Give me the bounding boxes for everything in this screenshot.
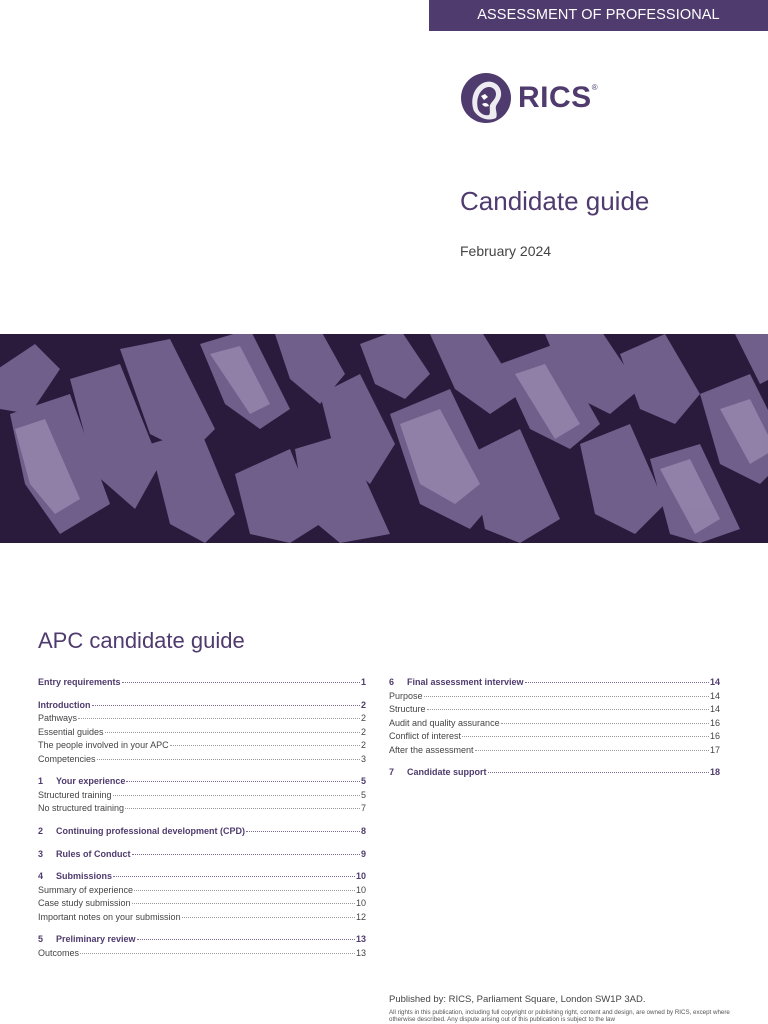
toc-subsection-entry[interactable] xyxy=(389,690,720,704)
toc-entry-label: Entry requirements xyxy=(38,677,121,687)
toc-page-number: 10 xyxy=(355,898,366,909)
toc-entry-label: Introduction xyxy=(38,699,91,710)
toc-heading: APC candidate guide xyxy=(38,628,245,653)
toc-subsection-entry[interactable] xyxy=(38,739,366,753)
toc-page-number: 2 xyxy=(360,740,366,751)
toc-entry-label: Outcomes xyxy=(38,947,80,958)
toc-subsection-entry[interactable] xyxy=(389,730,720,744)
rics-logo xyxy=(460,71,598,125)
toc-entry-label: Rules of Conduct xyxy=(56,848,131,859)
toc-dot-leader xyxy=(132,854,360,855)
toc-entry-label: After the assessment xyxy=(389,744,474,755)
toc-page-number: 1 xyxy=(360,677,366,687)
toc-subsection-entry[interactable] xyxy=(38,897,366,911)
toc-entry-label: Conflict of interest xyxy=(389,731,462,742)
toc-subsection-entry[interactable] xyxy=(38,753,366,767)
toc-entry-label: Preliminary review xyxy=(56,934,136,945)
lion-emblem-icon xyxy=(460,71,512,125)
toc-section-entry[interactable] xyxy=(38,848,366,862)
toc-page-number: 14 xyxy=(709,677,720,687)
toc-page-number: 8 xyxy=(360,826,366,837)
toc-section-number: 6 xyxy=(389,677,395,687)
toc-section-entry[interactable] xyxy=(38,699,366,713)
toc-entry-label: Essential guides xyxy=(38,726,104,737)
toc-page-number: 17 xyxy=(709,744,720,755)
toc-dot-leader xyxy=(113,876,355,877)
toc-subsection-entry[interactable] xyxy=(389,744,720,758)
toc-section-number: 7 xyxy=(389,767,395,778)
toc-section-number: 3 xyxy=(38,848,44,859)
toc-entry-label: Competencies xyxy=(38,753,96,764)
toc-subsection-entry[interactable] xyxy=(38,884,366,898)
toc-dot-leader xyxy=(170,745,360,746)
toc-spacer xyxy=(389,757,720,766)
toc-section-entry[interactable] xyxy=(38,870,366,884)
toc-spacer xyxy=(38,690,366,699)
toc-dot-leader xyxy=(113,795,360,796)
toc-dot-leader xyxy=(105,732,360,733)
toc-page-number: 2 xyxy=(360,699,366,710)
toc-dot-leader xyxy=(182,917,355,918)
toc-subsection-entry[interactable] xyxy=(389,717,720,731)
toc-page-number: 14 xyxy=(709,704,720,715)
toc-dot-leader xyxy=(78,718,360,719)
publisher-line: Published by: RICS, Parliament Square, London SW1P 3AD. xyxy=(389,994,646,1005)
toc-section-number: 2 xyxy=(38,826,44,837)
toc-page-number: 12 xyxy=(355,911,366,922)
toc-dot-leader xyxy=(80,953,355,954)
toc-entry-label: No structured training xyxy=(38,803,125,814)
toc-page-number: 7 xyxy=(360,803,366,814)
header-banner: ASSESSMENT OF PROFESSIONAL COMPETENCE xyxy=(429,0,768,31)
toc-entry-label: Important notes on your submission xyxy=(38,911,181,922)
toc-section-number: 4 xyxy=(38,871,44,882)
toc-subsection-entry[interactable] xyxy=(38,947,366,961)
toc-dot-leader xyxy=(462,736,709,737)
toc-dot-leader xyxy=(126,781,360,782)
toc-dot-leader xyxy=(427,709,709,710)
toc-page-number: 14 xyxy=(709,690,720,701)
page-title: Candidate guide xyxy=(460,186,650,216)
toc-subsection-entry[interactable] xyxy=(38,911,366,925)
toc-entry-label: Continuing professional development (CPD) xyxy=(56,826,246,837)
toc-dot-leader xyxy=(424,696,709,697)
toc-spacer xyxy=(38,766,366,775)
toc-entry-label: Audit and quality assurance xyxy=(389,717,500,728)
toc-dot-leader xyxy=(132,903,355,904)
toc-dot-leader xyxy=(525,682,709,683)
toc-entry-label: Case study submission xyxy=(38,898,131,909)
toc-entry-label: Structured training xyxy=(38,789,112,800)
toc-page-number: 13 xyxy=(355,947,366,958)
toc-page-number: 16 xyxy=(709,717,720,728)
toc-dot-leader xyxy=(137,939,355,940)
toc-dot-leader xyxy=(125,808,360,809)
toc-subsection-entry[interactable] xyxy=(389,703,720,717)
toc-page-number: 18 xyxy=(709,767,720,778)
logo-wordmark: RICS® xyxy=(518,81,599,114)
toc-dot-leader xyxy=(475,750,709,751)
toc-dot-leader xyxy=(488,772,709,773)
toc-dot-leader xyxy=(97,759,360,760)
toc-page-number: 2 xyxy=(360,713,366,723)
toc-subsection-entry[interactable] xyxy=(38,726,366,740)
toc-spacer xyxy=(38,861,366,870)
toc-dot-leader xyxy=(122,682,360,683)
toc-section-entry[interactable] xyxy=(38,676,366,690)
toc-right-column xyxy=(389,676,720,780)
toc-entry-label: Final assessment interview xyxy=(407,677,524,687)
toc-section-number: 5 xyxy=(38,934,44,945)
toc-page-number: 10 xyxy=(355,871,366,882)
toc-spacer xyxy=(38,816,366,825)
publication-date: February 2024 xyxy=(460,243,552,259)
toc-spacer xyxy=(38,924,366,933)
rights-notice: All rights in this publication, including full copyright or publishing right, content and design, are owned by RICS, except where otherwise described. Any dispute arising out of this publication is subject to the law xyxy=(389,1009,730,1023)
toc-subsection-entry[interactable] xyxy=(38,712,366,726)
toc-page-number: 5 xyxy=(360,789,366,800)
toc-spacer xyxy=(38,839,366,848)
toc-section-entry[interactable] xyxy=(38,775,366,789)
toc-subsection-entry[interactable] xyxy=(38,802,366,816)
toc-section-entry[interactable] xyxy=(389,676,720,690)
toc-page-number: 5 xyxy=(360,776,366,787)
toc-left-column xyxy=(38,676,366,960)
toc-page-number: 13 xyxy=(355,934,366,945)
toc-section-entry[interactable] xyxy=(389,766,720,780)
toc-subsection-entry[interactable] xyxy=(38,789,366,803)
toc-section-entry[interactable] xyxy=(38,933,366,947)
toc-entry-label: Pathways xyxy=(38,713,78,723)
toc-dot-leader xyxy=(134,890,355,891)
hero-image xyxy=(0,334,768,543)
toc-entry-label: Candidate support xyxy=(407,767,487,778)
toc-page-number: 3 xyxy=(360,753,366,764)
toc-section-number: 1 xyxy=(38,776,44,787)
toc-entry-label: Purpose xyxy=(389,690,423,701)
toc-page-number: 9 xyxy=(360,848,366,859)
toc-entry-label: Your experience xyxy=(56,776,126,787)
toc-page-number: 10 xyxy=(355,884,366,895)
toc-section-entry[interactable] xyxy=(38,825,366,839)
toc-dot-leader xyxy=(501,723,709,724)
toc-dot-leader xyxy=(246,831,360,832)
toc-dot-leader xyxy=(92,705,360,706)
toc-entry-label: The people involved in your APC xyxy=(38,740,169,751)
toc-page-number: 16 xyxy=(709,731,720,742)
toc-entry-label: Structure xyxy=(389,704,426,715)
toc-entry-label: Summary of experience xyxy=(38,884,134,895)
toc-page-number: 2 xyxy=(360,726,366,737)
toc-entry-label: Submissions xyxy=(56,871,113,882)
